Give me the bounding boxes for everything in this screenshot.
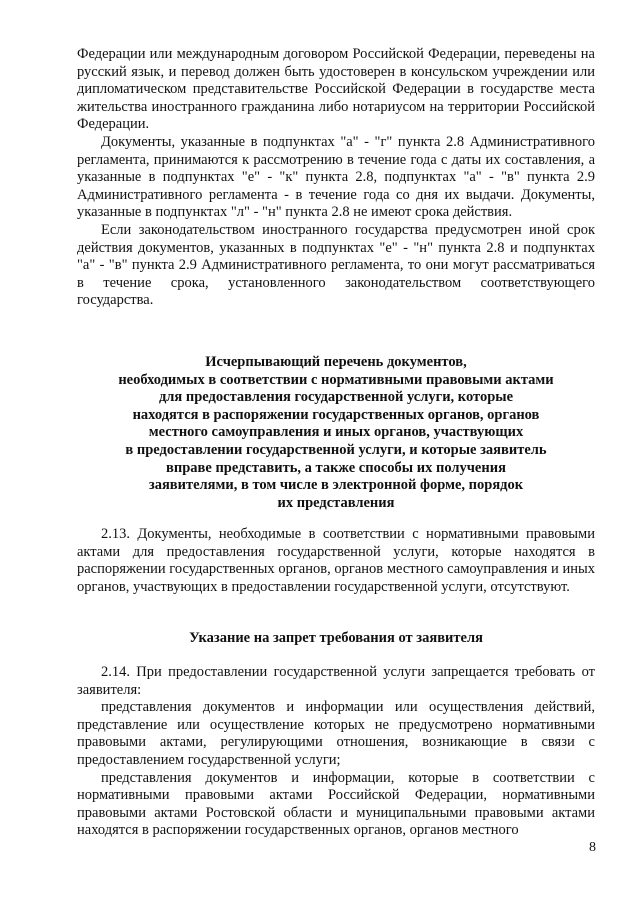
paragraph-2-13-block [77, 526, 595, 596]
page-number: 8 [589, 840, 596, 855]
heading-line: в предоставлении государственной услуги, и которые заявитель [125, 441, 547, 458]
heading-line: их представления [277, 494, 395, 511]
heading-line: Исчерпывающий перечень документов, [205, 354, 467, 370]
paragraph-continuation: Федерации или международным договором Российской Федерации, переведены на русский язык, и перевод должен быть удостоверен в консульском учреждении или дипломатическом представительстве Российской Федерации в государстве места жительства иностранного гражданина либо нотариусом на территории Российской Федерации. [77, 46, 595, 133]
paragraph-2-13: 2.13. Документы, необходимые в соответствии с нормативными правовыми актами для предоставления государственной услуги, которые находятся в распоряжении государственных органов, органов местного самоуправления и иных органов, участвующих в предоставлении государственной услуги, отсутствуют. [77, 526, 595, 595]
paragraph-foreign-validity: Если законодательством иностранного государства предусмотрен иной срок действия документов, указанных в подпунктах "е" - "н" пункта 2.8 и подпунктах "а" - "в" пункта 2.9 Административного регламента, то они могут рассматриваться в течение срока, установленного законодательством соответствующего государства. [77, 221, 595, 309]
top-text-block [77, 46, 595, 310]
heading-line: необходимых в соответствии с нормативными правовыми актами [118, 371, 554, 388]
section-heading-documents-list [77, 354, 595, 512]
paragraph-document-validity: Документы, указанные в подпунктах "а" - "г" пункта 2.8 Административного регламента, принимаются к рассмотрению в течение года с даты их составления, а указанные в подпунктах "е" - "к" пункта 2.8, подпунктах "а" - "в" пункта 2.9 Административного регламента - в течение года со дня их выдачи. Документы, указанные в подпунктах "л" - "н" пункта 2.8 не имеют срока действия. [77, 133, 595, 221]
heading-line: вправе представить, а также способы их получения [166, 459, 506, 476]
heading-line: заявителями, в том числе в электронной форме, порядок [148, 477, 524, 494]
heading-line: местного самоуправления и иных органов, участвующих [148, 424, 524, 441]
paragraph-prohibition-2: представления документов и информации, которые в соответствии с нормативными правовыми актами Российской Федерации, нормативными правовыми актами Ростовской области и муниципальными правовыми актами находятся в распоряжении государственных органов, органов местного [77, 769, 595, 839]
heading-line: находятся в распоряжении государственных органов, органов [132, 406, 540, 423]
paragraph-prohibition-1: представления документов и информации или осуществления действий, представление или осуществление которых не предусмотрено нормативными правовыми актами, регулирующими отношения, возникающие в связи с предоставлением государственной услуги; [77, 699, 595, 768]
section-heading-prohibition [77, 630, 595, 648]
bottom-text-block [77, 664, 595, 840]
paragraph-2-14: 2.14. При предоставлении государственной услуги запрещается требовать от заявителя: [77, 664, 595, 698]
heading-line: для предоставления государственной услуги, которые [158, 389, 514, 406]
heading-line: Указание на запрет требования от заявителя [189, 630, 483, 646]
